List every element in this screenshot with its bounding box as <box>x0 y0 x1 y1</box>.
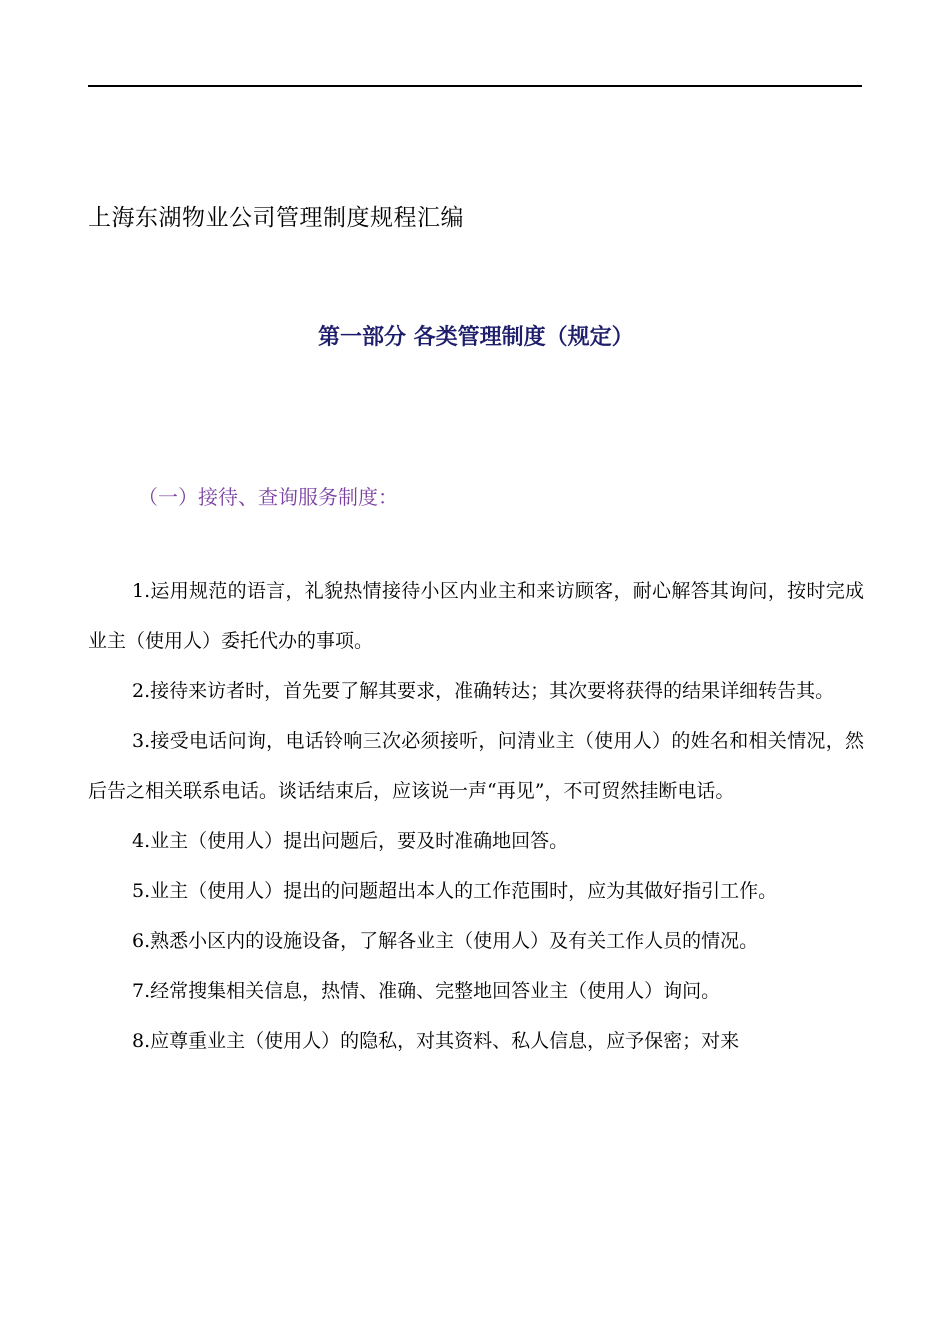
paragraph: 2.接待来访者时，首先要了解其要求，准确转达；其次要将获得的结果详细转告其。 <box>132 680 835 702</box>
paragraph: 6.熟悉小区内的设施设备，了解各业主（使用人）及有关工作人员的情况。 <box>132 930 759 952</box>
header-rule <box>88 85 862 87</box>
paragraph: 4.业主（使用人）提出问题后，要及时准确地回答。 <box>132 830 569 852</box>
section-heading: （一）接待、查询服务制度： <box>138 485 398 509</box>
document-body <box>88 566 864 1066</box>
paragraph: 7.经常搜集相关信息，热情、准确、完整地回答业主（使用人）询问。 <box>132 980 721 1002</box>
document-title: 上海东湖物业公司管理制度规程汇编 <box>88 205 464 231</box>
part-heading: 第一部分 各类管理制度（规定） <box>318 325 634 350</box>
paragraph: 8.应尊重业主（使用人）的隐私，对其资料、私人信息，应予保密；对来 <box>132 1030 740 1052</box>
paragraph: 5.业主（使用人）提出的问题超出本人的工作范围时，应为其做好指引工作。 <box>132 880 778 902</box>
paragraph: 1.运用规范的语言，礼貌热情接待小区内业主和来访顾客，耐心解答其询问，按时完成业主（使用人）委托代办的事项。 <box>88 580 864 652</box>
paragraph: 3.接受电话问询，电话铃响三次必须接听，问清业主（使用人）的姓名和相关情况，然后告之相关联系电话。谈话结束后，应该说一声“再见”，不可贸然挂断电话。 <box>88 730 864 802</box>
